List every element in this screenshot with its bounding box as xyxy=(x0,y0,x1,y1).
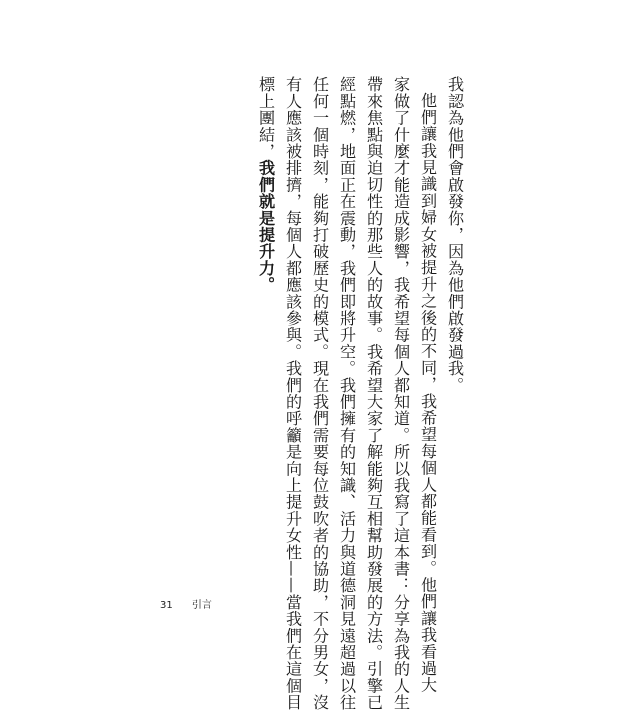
vertical-text-body xyxy=(252,76,468,711)
text-line-5: 經點燃，地面正在震動，我們即將升空。我們擁有的知識、活力與道德洞見遠超過以往 xyxy=(337,76,356,711)
page-number: 31 xyxy=(160,600,173,611)
text-line-8 xyxy=(252,76,279,536)
text-line-7: 有人應該被排擠，每個人都應該參與。我們的呼籲是向上提升女性——當我們在這個目 xyxy=(283,76,302,711)
text-line-2: 他們讓我見識到婦女被提升之後的不同，我希望每個人都能看到。他們讓我看過大 xyxy=(418,92,437,694)
page-footer xyxy=(160,596,212,611)
text-line-6: 任何一個時刻，能夠打破歷史的模式。現在我們需要每位鼓吹者的協助，不分男女，沒 xyxy=(310,76,329,711)
text-line-4: 帶來焦點與迫切性的那些人的故事。我希望大家了解能夠互相幫助發展的方法。引擎已 xyxy=(364,76,383,711)
text-line-8-bold: 我們就是提升力。 xyxy=(256,159,275,294)
text-line-1: 我認為他們會啟發你，因為他們啟發過我。 xyxy=(445,76,464,394)
text-line-8-plain: 標上團結， xyxy=(256,76,275,160)
text-line-3: 家做了什麼才能造成影響，我希望每個人都知道。所以我寫了這本書：分享為我的人生 xyxy=(391,76,410,711)
section-title: 引言 xyxy=(191,600,212,611)
